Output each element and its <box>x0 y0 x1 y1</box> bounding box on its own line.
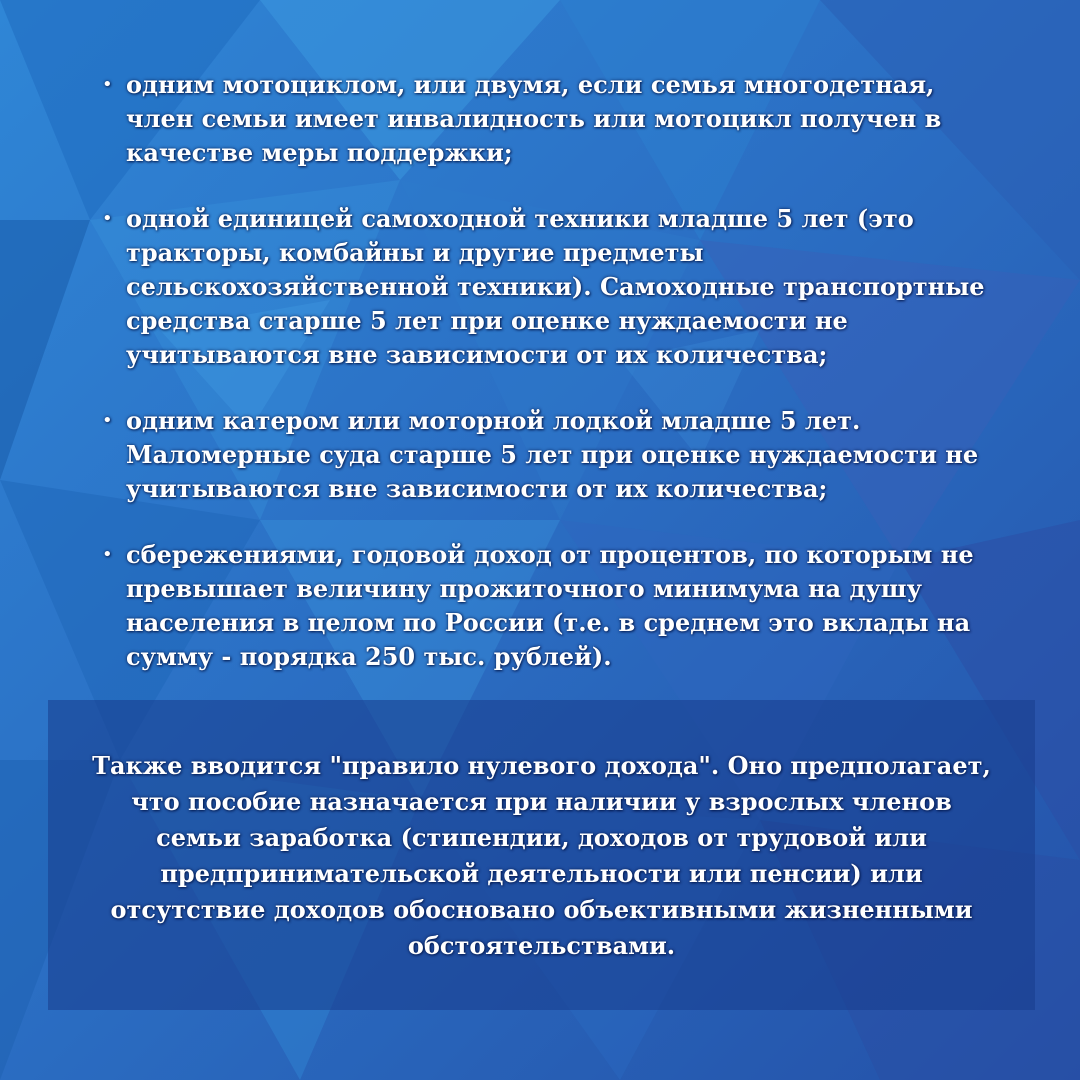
bullet-icon: • <box>102 208 113 229</box>
bullet-list <box>100 68 1000 706</box>
bullet-icon: • <box>102 544 113 565</box>
list-item-text: одним катером или моторной лодкой младше 5 лет. Маломерные суда старше 5 лет при оценке нуждаемости не учитываются вне зависимости от их количества; <box>126 406 979 503</box>
list-item <box>100 68 1000 170</box>
list-item <box>100 202 1000 372</box>
bullet-icon: • <box>102 74 113 95</box>
note-text: Также вводится "правило нулевого дохода". Оно предполагает, что пособие назначается при наличии у взрослых членов семьи заработка (стипендии, доходов от трудовой или предпринимательской деятельности или пенсии) или отсутствие доходов обосновано объективными жизненными обстоятельствами. <box>92 751 991 960</box>
bullet-icon: • <box>102 410 113 431</box>
note-box <box>48 700 1035 1010</box>
list-item-text: одной единицей самоходной техники младше 5 лет (это тракторы, комбайны и другие предметы сельскохозяйственной техники). Самоходные транспортные средства старше 5 лет при оценке нуждаемости не учитываются вне зависимости от их количества; <box>126 204 985 369</box>
list-item-text: одним мотоциклом, или двумя, если семья многодетная, член семьи имеет инвалидность или мотоцикл получен в качестве меры поддержки; <box>126 70 942 167</box>
list-item <box>100 538 1000 674</box>
list-item-text: сбережениями, годовой доход от процентов, по которым не превышает величину прожиточного минимума на душу населения в целом по России (т.е. в среднем это вклады на сумму - порядка 250 тыс. рублей). <box>126 540 974 671</box>
list-item <box>100 404 1000 506</box>
